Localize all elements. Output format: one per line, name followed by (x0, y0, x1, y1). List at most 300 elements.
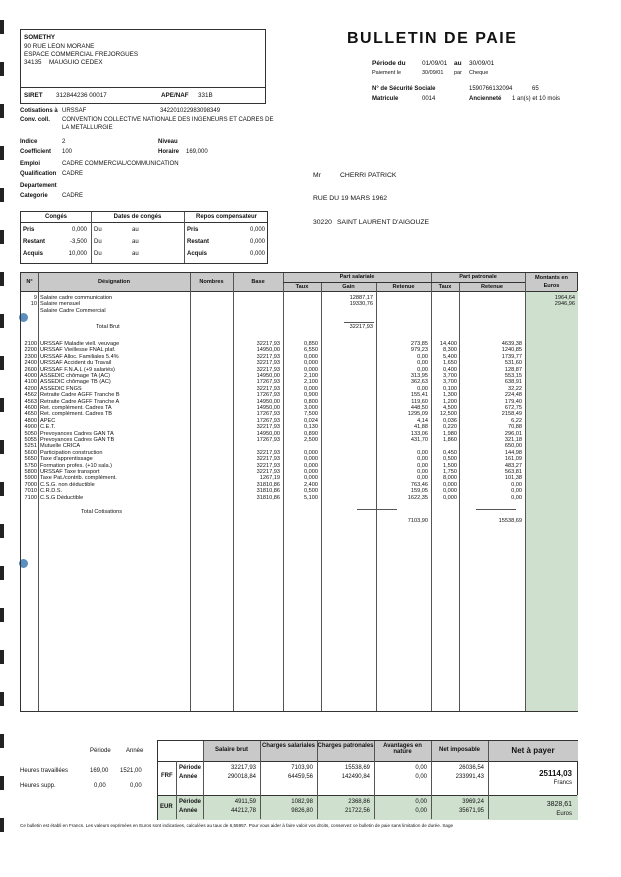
cotisation-label: Taxe d'apprentissage (40, 456, 93, 463)
summary-cell: 26036,54 (458, 765, 484, 771)
cotisation-taux: 0,130 (304, 424, 318, 431)
siret-label: SIRET (24, 92, 43, 99)
line-number: 10 (30, 301, 37, 308)
summary-cell: 0,00 (415, 774, 427, 780)
cotisation-taux: 0,800 (304, 398, 318, 405)
cotisation-taux-pat: 12,500 (439, 411, 457, 418)
summary-cell: 4911,59 (234, 799, 256, 805)
cotisation-taux-pat: 8,000 (443, 475, 457, 482)
payment-method: Cheque (469, 70, 489, 76)
employee-civility: Mr (313, 172, 321, 179)
net-pay-frf-unit: Francs (553, 780, 572, 786)
hours-supp-year: 0,00 (130, 783, 142, 789)
cotisation-taux-pat: 0,100 (443, 385, 457, 392)
cotisation-number: 4100 (24, 379, 37, 386)
cotisation-taux: 7,500 (304, 411, 318, 418)
cotisation-label: ASSEDIC FNGS (40, 385, 82, 392)
total-brut-label: Total Brut (96, 324, 120, 331)
cotisation-label: URSSAF Taxe transport (40, 469, 100, 476)
payslip-table (20, 272, 578, 712)
cotisation-retenue-pat: 1240,85 (501, 347, 522, 354)
cotisation-number: 4650 (24, 411, 37, 418)
cotisation-retenue: 0,00 (417, 353, 428, 360)
sum-h-brut: Salaire brut (214, 747, 248, 753)
salary-line-row (21, 308, 577, 314)
leave-row-au: au (132, 227, 139, 233)
cotisation-taux-pat: 5,400 (443, 353, 457, 360)
summary-cell: 0,00 (415, 799, 427, 805)
cotisation-retenue: 979,23 (410, 347, 428, 354)
leave-conges-header: Congés (44, 214, 67, 220)
cotisation-taux-pat: 14,400 (439, 341, 457, 348)
cotisation-number: 5650 (24, 456, 37, 463)
cotisation-label: URSSAF F.N.A.L (+9 salariés) (40, 366, 115, 373)
total-cotisations-values-row (21, 518, 577, 524)
cotisation-base: 14950,00 (256, 398, 280, 405)
total-cotisations-retenue-pat: 15538,69 (498, 517, 522, 524)
cotisation-taux: 2,100 (304, 373, 318, 380)
cotisation-label: URSSAF Accident du Travail (40, 360, 112, 367)
cotisation-taux: 0,850 (304, 341, 318, 348)
cotisation-label: C.S.G. non déductible (40, 481, 95, 488)
cotisation-retenue-pat: 4639,38 (501, 341, 522, 348)
cotisation-retenue: 431,70 (410, 437, 428, 444)
cotisation-taux: 0,024 (304, 417, 318, 424)
sum-h-sal: Charges salariales (261, 743, 316, 749)
cotisation-number: 5055 (24, 437, 37, 444)
cotisation-retenue-pat: 650,00 (504, 443, 522, 450)
page-title: BULLETIN DE PAIE (347, 30, 518, 47)
siret-value: 312844236 00017 (56, 92, 107, 99)
cotisation-retenue-pat: 483,27 (504, 462, 522, 469)
cotisation-base: 17267,93 (256, 392, 280, 399)
cotisation-label: Retraite Cadre AGFF Tranche B (40, 392, 120, 399)
cotisation-label: Mutuelle CRICA (40, 443, 81, 450)
cotisation-taux: 0,000 (304, 475, 318, 482)
conv-line2: LA METALLURGIE (62, 125, 113, 131)
hours-supp-label: Heures supp. (20, 783, 56, 789)
employee-address (313, 172, 553, 232)
company-zip: 34135 (24, 59, 42, 66)
period-to: 30/09/01 (469, 60, 495, 67)
cotisation-retenue-pat: 0,00 (511, 494, 522, 501)
leave-row-du: Du (94, 227, 102, 233)
summary-cell: 32217,93 (230, 765, 256, 771)
net-pay-eur-unit: Euros (556, 811, 572, 817)
leave-row-value: 0,000 (71, 227, 87, 233)
leave-row-value: 10,000 (68, 251, 87, 257)
cotisation-label: Ret. complément. Cadres TA (40, 405, 112, 412)
cotisation-retenue-pat: 0,00 (511, 481, 522, 488)
paid-date: 30/09/01 (422, 70, 444, 76)
summary-cell: 44212,78 (230, 808, 256, 814)
cotisation-base: 32217,93 (256, 360, 280, 367)
cotisation-taux: 0,000 (304, 456, 318, 463)
cotisation-base: 32217,93 (256, 366, 280, 373)
cotisation-base: 32217,93 (256, 353, 280, 360)
cotisation-label: Participation construction (40, 449, 103, 456)
leave-dates-header: Dates de congés (113, 214, 162, 220)
sum-eur-periode: Période (179, 799, 202, 805)
emploi-value: CADRE COMMERCIAL/COMMUNICATION (62, 161, 179, 167)
cotisation-number: 5251 (24, 443, 37, 450)
col-designation: Désignation (97, 279, 130, 285)
cotisation-taux-pat: 1,300 (443, 392, 457, 399)
cotisation-retenue-pat: 32,22 (508, 385, 522, 392)
cotisation-number: 2300 (24, 353, 37, 360)
cotisation-number: 4000 (24, 373, 37, 380)
cotisation-retenue: 41,88 (414, 424, 428, 431)
col-retenue-pat: Retenue (480, 284, 504, 290)
ape-label: APE/NAF (161, 92, 189, 99)
line-label: Salaire Cadre Commercial (40, 307, 106, 314)
ssn-label: N° de Sécurité Sociale (372, 86, 436, 92)
cotisation-taux: 0,000 (304, 360, 318, 367)
cotisation-base: 31810,86 (256, 494, 280, 501)
cotisation-retenue-pat: 70,88 (508, 424, 522, 431)
hours-supp-period: 0,00 (94, 783, 106, 789)
col-num: N° (26, 279, 33, 285)
paid-by-label: par (454, 70, 462, 76)
cotisation-number: 2100 (24, 341, 37, 348)
footer-note: Ce bulletin est établi en Francs. Les valeurs exprimées en Euros sont indicatives, calculées au taux de 6,55957. Pour vous aider à faire valoir vos droits, conservez ce bulletin de paie sans limitation de durée. Sage (20, 823, 454, 828)
line-number: 9 (33, 295, 37, 301)
cotisation-retenue: 0,00 (417, 462, 428, 469)
cotisation-label: Formation profes. (+10 sala.) (40, 462, 112, 469)
cotisation-taux-pat: 0,450 (443, 449, 457, 456)
hours-worked-label: Heures travaillées (20, 768, 69, 774)
cotisation-taux: 2,500 (304, 437, 318, 444)
cotisation-base: 32217,93 (256, 469, 280, 476)
repos-row-value: 0,000 (249, 251, 265, 257)
cotisation-number: 4800 (24, 417, 37, 424)
cotisation-taux-pat: 8,300 (443, 347, 457, 354)
hours-worked-year: 1521,00 (120, 768, 142, 774)
leave-table (20, 211, 268, 264)
total-brut-gain: 32217,93 (349, 324, 373, 331)
cotisation-retenue-pat: 0,00 (511, 488, 522, 495)
cotisation-number: 4200 (24, 385, 37, 392)
cotisation-retenue-pat: 161,09 (504, 456, 522, 463)
leave-row-au: au (132, 251, 139, 257)
summary-cell: 21722,56 (344, 808, 370, 814)
qualif-value: CADRE (62, 171, 84, 177)
cotisation-taux: 0,000 (304, 353, 318, 360)
cotisation-base: 17267,93 (256, 437, 280, 444)
cotisation-base: 32217,93 (256, 424, 280, 431)
cotisation-taux: 2,100 (304, 379, 318, 386)
cotisation-taux-pat: 0,000 (443, 488, 457, 495)
repos-row-label: Pris (187, 227, 199, 233)
summary-cell: 9826,80 (291, 808, 313, 814)
seniority-label: Ancienneté (469, 96, 502, 102)
col-base: Base (251, 279, 265, 285)
cotisation-base: 17267,93 (256, 411, 280, 418)
summary-cell: 15538,69 (344, 765, 370, 771)
cotisation-row (21, 495, 577, 501)
cotisation-label: C.S.G Déductible (40, 494, 84, 501)
cotisation-taux: 0,000 (304, 462, 318, 469)
hours-block (20, 748, 160, 798)
indice-label: Indice (20, 139, 38, 145)
cotisation-base: 32217,93 (256, 385, 280, 392)
emploi-label: Emploi (20, 161, 41, 167)
cotisation-taux: 0,890 (304, 430, 318, 437)
ssn-value: 1590766132094 (469, 86, 513, 92)
cotisation-taux-pat: 4,500 (443, 405, 457, 412)
line-gain: 12887,17 (349, 295, 373, 301)
cotisation-base: 17267,93 (256, 379, 280, 386)
cotisation-taux: 3,000 (304, 405, 318, 412)
cotisation-taux: 0,000 (304, 366, 318, 373)
cat-value: CADRE (62, 193, 84, 199)
cotisation-retenue: 0,00 (417, 469, 428, 476)
employment-info (20, 108, 320, 208)
cotisation-retenue-pat: 2158,49 (501, 411, 522, 418)
line-label: Salaire mensuel (40, 301, 81, 308)
sum-eur-label: EUR (160, 804, 173, 810)
cotisation-retenue-pat: 638,91 (504, 379, 522, 386)
total-cotisations-label: Total Cotisations (81, 508, 123, 515)
cotisation-base: 31810,86 (256, 488, 280, 495)
cotisation-retenue: 0,00 (417, 456, 428, 463)
col-part-salariale: Part salariale (339, 274, 375, 280)
cotisation-number: 5600 (24, 449, 37, 456)
cotisation-retenue: 1295,09 (407, 411, 428, 418)
cotisation-taux-pat: 1,200 (443, 398, 457, 405)
col-euros: Euros (543, 283, 560, 289)
repos-row-value: 0,000 (249, 227, 265, 233)
period-label: Période du (372, 60, 406, 67)
summary-cell: 290018,84 (227, 774, 256, 780)
cotisation-retenue-pat: 6,22 (511, 417, 522, 424)
cotis-org: URSSAF (62, 108, 87, 114)
cotis-num: 342201022983098349 (160, 108, 221, 114)
cotisation-taux-pat: 0,000 (443, 494, 457, 501)
hours-annee-header: Année (126, 748, 144, 754)
cotisation-number: 5900 (24, 475, 37, 482)
cotisation-taux: 0,000 (304, 385, 318, 392)
leave-repos-header: Repos compensateur (195, 214, 258, 220)
paid-label: Paiement le (372, 70, 402, 76)
sum-h-av: Avantages en nature (383, 743, 422, 755)
horaire-label: Horaire (158, 149, 180, 155)
cotisation-retenue-pat: 128,87 (504, 366, 522, 373)
niveau-label: Niveau (158, 139, 178, 145)
cotisation-base: 14950,00 (256, 347, 280, 354)
cotisation-label: URSSAF Alloc. Familiales 5.4% (40, 353, 119, 360)
coef-value: 100 (62, 149, 73, 155)
sum-frf-annee: Année (179, 774, 198, 780)
cotisation-taux-pat: 3,700 (443, 373, 457, 380)
cotisation-retenue-pat: 179,40 (504, 398, 522, 405)
summary-cell: 142490,84 (341, 774, 370, 780)
cotisation-retenue: 763,46 (410, 481, 428, 488)
cotisation-retenue: 0,00 (417, 449, 428, 456)
sum-h-pat: Charges patronales (317, 743, 374, 749)
cotisation-retenue-pat: 553,15 (504, 373, 522, 380)
company-city: MAUGUIO CEDEX (49, 59, 103, 66)
cotisation-taux: 0,000 (304, 449, 318, 456)
ape-value: 331B (198, 92, 213, 99)
cotisation-label: APEC (40, 417, 56, 424)
col-nombres: Nombres (199, 279, 224, 285)
cotisation-retenue: 0,00 (417, 360, 428, 367)
cotisation-label: Retraite Cadre AGFF Tranche A (40, 398, 120, 405)
summary-cell: 233991,43 (455, 774, 484, 780)
line-label: Salaire cadre communication (40, 295, 113, 301)
total-cotisations-retenue: 7103,90 (407, 517, 428, 524)
cotisation-number: 4563 (24, 398, 37, 405)
cotisation-retenue-pat: 672,75 (504, 405, 522, 412)
cotisation-label: C.E.T. (40, 424, 56, 431)
line-euros: 2946,96 (554, 301, 575, 308)
cotisation-number: 4562 (24, 392, 37, 399)
repos-row-label: Restant (187, 239, 210, 245)
cotisation-number: 2200 (24, 347, 37, 354)
cotisation-retenue: 273,85 (410, 341, 428, 348)
ssn-key: 65 (532, 86, 539, 92)
cotisation-taux-pat: 0,036 (443, 417, 457, 424)
cotisation-number: 4900 (24, 424, 37, 431)
conv-line1: CONVENTION COLLECTIVE NATIONALE DES INGENEURS ET CADRES DE (62, 117, 274, 123)
cotisation-number: 7000 (24, 481, 37, 488)
summary-cell: 7103,90 (291, 765, 313, 771)
employee-name: CHERRI PATRICK (340, 172, 397, 179)
cotisation-number: 4600 (24, 405, 37, 412)
repos-row-value: 0,000 (249, 239, 265, 245)
cotisation-retenue: 4,14 (417, 417, 428, 424)
cotisation-number: 5050 (24, 430, 37, 437)
cotisation-retenue: 448,50 (410, 405, 428, 412)
cotisation-retenue: 313,95 (410, 373, 428, 380)
employee-street: RUE DU 19 MARS 1962 (313, 195, 388, 202)
col-taux-pat: Taux (438, 284, 452, 290)
cotisation-retenue: 0,00 (417, 366, 428, 373)
cotis-label: Cotisations à (20, 108, 58, 114)
company-name: SOMETHY (24, 34, 56, 41)
cotisation-taux-pat: 0,220 (443, 424, 457, 431)
total-brut-row (21, 324, 577, 330)
cotisation-label: Prevoyances Cadres GAN TA (40, 430, 114, 437)
cotisation-retenue-pat: 531,60 (504, 360, 522, 367)
cotisation-number: 5750 (24, 462, 37, 469)
cotisation-retenue-pat: 563,81 (504, 469, 522, 476)
leave-row-value: -3,500 (69, 239, 87, 245)
cotisation-taux-pat: 3,700 (443, 379, 457, 386)
cotisation-number: 7010 (24, 488, 37, 495)
cotisation-base: 31810,86 (256, 481, 280, 488)
sum-frf-label: FRF (161, 773, 173, 779)
cotisation-label: Prevoyances Cadres GAN TB (40, 437, 115, 444)
cotisation-base: 14950,00 (256, 405, 280, 412)
cotisation-retenue: 159,05 (410, 488, 428, 495)
conv-label: Conv. coll. (20, 117, 50, 123)
company-address1: 90 RUE LEON MORANE (24, 43, 95, 50)
summary-cell: 0,00 (415, 808, 427, 814)
col-gain: Gain (342, 284, 355, 290)
cotisation-base: 32217,93 (256, 341, 280, 348)
period-to-label: au (454, 60, 462, 67)
summary-table (157, 740, 578, 820)
summary-cell: 64459,56 (287, 774, 313, 780)
leave-row-label: Acquis (23, 251, 44, 257)
summary-cell: 1082,98 (291, 799, 313, 805)
cotisation-retenue-pat: 144,98 (504, 449, 522, 456)
horaire-value: 169,000 (186, 149, 208, 155)
cotisation-retenue-pat: 101,38 (504, 475, 522, 482)
cotisation-taux: 5,100 (304, 494, 318, 501)
col-retenue: Retenue (392, 284, 415, 290)
cotisation-number: 5800 (24, 469, 37, 476)
cotisation-taux-pat: 1,500 (443, 462, 457, 469)
cat-label: Categorie (20, 193, 48, 199)
cotisation-taux-pat: 1,650 (443, 360, 457, 367)
sum-h-pay: Net à payer (511, 746, 555, 755)
hours-periode-header: Période (90, 748, 111, 754)
seniority-value: 1 an(s) et 10 mois (512, 96, 561, 102)
cotisation-taux-pat: 1,860 (443, 437, 457, 444)
leave-row-label: Restant (23, 239, 46, 245)
matricule-label: Matricule (372, 96, 399, 102)
cotisation-retenue-pat: 296,01 (504, 430, 522, 437)
cotisation-label: Ret. complément. Cadres TB (40, 411, 113, 418)
cotisation-retenue-pat: 224,48 (504, 392, 522, 399)
qualif-label: Qualification (20, 171, 57, 177)
cotisation-label: ASSEDIC chômage TB (AC) (40, 379, 111, 386)
leave-row-du: Du (94, 239, 102, 245)
leave-row-au: au (132, 239, 139, 245)
cotisation-retenue: 362,63 (410, 379, 428, 386)
cotisation-base: 1267,19 (259, 475, 280, 482)
sum-h-net: Net imposable (438, 747, 480, 753)
employee-city: SAINT LAURENT D'AIGOUZE (337, 219, 430, 226)
cotisation-taux: 0,000 (304, 469, 318, 476)
summary-cell: 0,00 (415, 765, 427, 771)
company-box (20, 29, 266, 104)
company-address2: ESPACE COMMERCIAL FREJORGUES (24, 51, 139, 58)
matricule-value: 0014 (422, 96, 436, 102)
cotisation-retenue: 133,06 (410, 430, 428, 437)
coef-label: Coefficient (20, 149, 52, 155)
cotisation-retenue: 119,60 (411, 398, 428, 405)
cotisation-base: 32217,93 (256, 449, 280, 456)
summary-cell: 2368,86 (348, 799, 370, 805)
line-euros: 1964,64 (554, 295, 575, 301)
cotisation-number: 2400 (24, 360, 37, 367)
summary-cell: 35671,95 (458, 808, 484, 814)
cotisation-label: URSSAF Vieillesse FNAL plaf. (40, 347, 116, 354)
net-pay-eur: 3828,61 (546, 801, 572, 808)
cotisation-number: 2600 (24, 366, 37, 373)
cotisation-retenue: 1622,35 (407, 494, 428, 501)
col-part-patronale: Part patronale (459, 274, 497, 280)
cotisation-taux-pat: 0,500 (443, 456, 457, 463)
col-taux: Taux (295, 284, 309, 290)
cotisation-taux-pat: 0,000 (443, 481, 457, 488)
line-gain: 19330,76 (349, 301, 373, 308)
cotisation-taux: 6,550 (304, 347, 318, 354)
period-from: 01/09/01 (422, 60, 448, 67)
cotisation-base: 14950,00 (256, 430, 280, 437)
period-block (372, 60, 592, 116)
leave-row-du: Du (94, 251, 102, 257)
cotisation-base: 17267,93 (256, 417, 280, 424)
cotisation-number: 7100 (24, 494, 37, 501)
cotisation-retenue-pat: 1739,77 (501, 353, 522, 360)
cotisation-taux: 0,500 (304, 488, 318, 495)
cotisation-taux-pat: 0,400 (443, 366, 457, 373)
